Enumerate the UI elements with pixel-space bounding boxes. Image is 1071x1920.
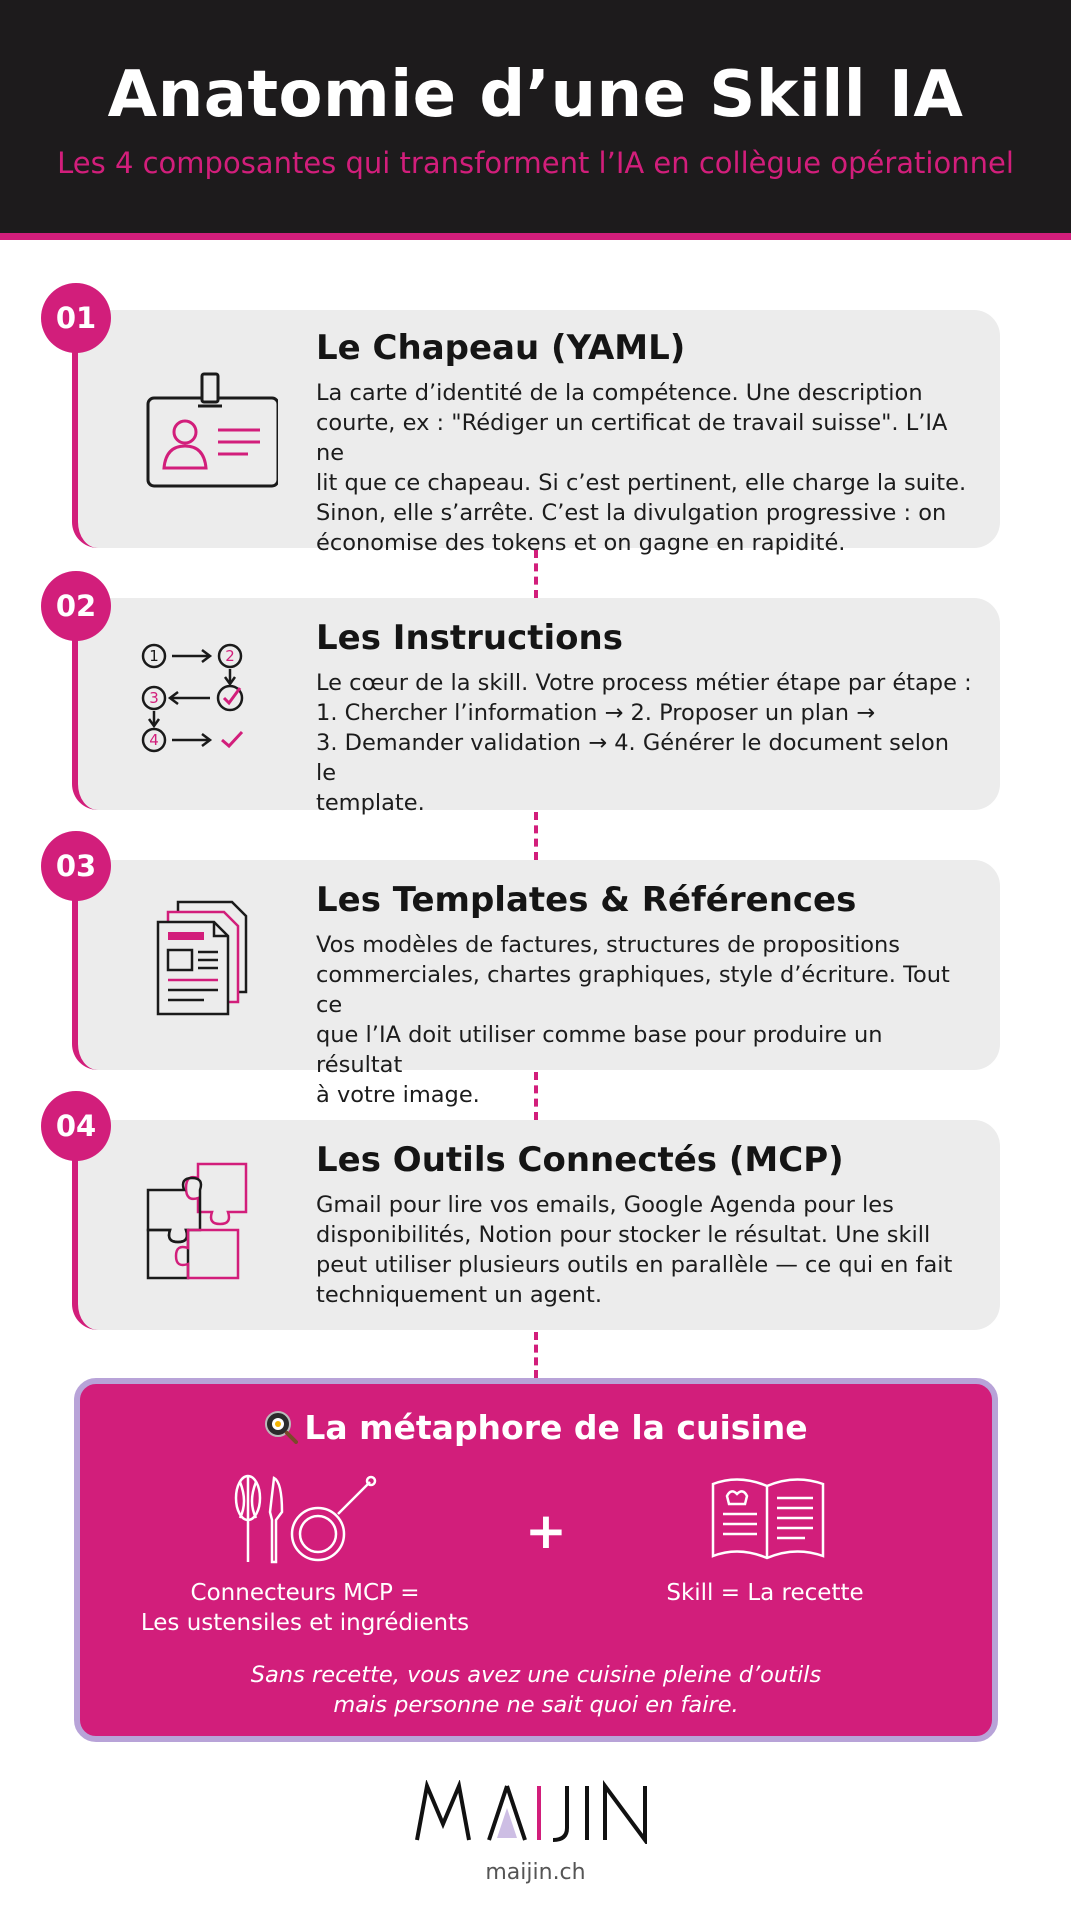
step-description: La carte d’identité de la compétence. Une description courte, ex : "Rédiger un certificat de travail suisse". L’IA ne lit que ce chapeau. Si c’est pertinent, elle charge la suite. Sinon, elle s’arrête. C’est la divulgation progressive : on économise des tokens et on gagne en rapidité. [316,380,967,556]
id-card-icon [128,368,278,498]
step-card-02 [72,598,1000,816]
step-number-badge: 03 [41,831,111,901]
step-number-badge: 02 [41,571,111,641]
header [0,0,1071,240]
connector-line [534,812,538,860]
cuisine-metaphor-box [74,1378,998,1742]
svg-text:2: 2 [225,647,235,665]
maijin-logo-mark [411,1780,661,1844]
svg-text:3: 3 [149,689,159,707]
cuisine-quote: Sans recette, vous avez une cuisine pleine d’outils mais personne ne sait quoi en faire. [250,1662,822,1718]
recipe-book-icon [709,1474,827,1566]
connectors-caption: Connecteurs MCP = Les ustensiles et ingrédients [140,1580,470,1636]
step-description: Le cœur de la skill. Votre process métier étape par étape : 1. Chercher l’information → 2. Proposer un plan → 3. Demander validation → 4. Générer le document selon le template. [316,670,972,816]
step-number-badge: 04 [41,1091,111,1161]
puzzle-icon [128,1160,278,1290]
cuisine-title: La métaphore de la cuisine [80,1408,992,1447]
connector-line [534,1332,538,1378]
step-card-03 [72,860,1000,1108]
step-title: Le Chapeau (YAML) [316,328,686,368]
step-number-badge: 01 [41,283,111,353]
site-url: maijin.ch [485,1860,586,1885]
page-title: Anatomie d’une Skill IA [107,58,964,132]
documents-icon [128,898,278,1028]
step-card-04 [72,1120,1000,1330]
step-title: Les Instructions [316,618,623,658]
step-description: Gmail pour lire vos emails, Google Agenda pour les disponibilités, Notion pour stocker le résultat. Une skill peut utiliser plusieurs outils en parallèle — ce qui en fait techniquement un agent. [316,1192,953,1308]
step-title: Les Templates & Références [316,880,857,920]
plus-sign: + [525,1502,567,1560]
skill-caption: Skill = La recette [666,1580,864,1606]
step-description: Vos modèles de factures, structures de propositions commerciales, chartes graphiques, style d’écriture. Tout ce que l’IA doit utiliser comme base pour produire un résultat à votre image. [316,932,950,1108]
page-subtitle: Les 4 composantes qui transforment l’IA en collègue opérationnel [57,146,1014,180]
maijin-logo [0,1780,1071,1848]
connector-line [534,550,538,598]
frying-pan-icon [264,1410,298,1444]
step-card-01 [72,310,1000,556]
connector-line [534,1072,538,1120]
step-title: Les Outils Connectés (MCP) [316,1140,844,1180]
svg-text:4: 4 [149,731,159,749]
process-steps-icon [128,636,278,766]
svg-text:1: 1 [149,647,159,665]
utensils-icon [230,1472,380,1568]
